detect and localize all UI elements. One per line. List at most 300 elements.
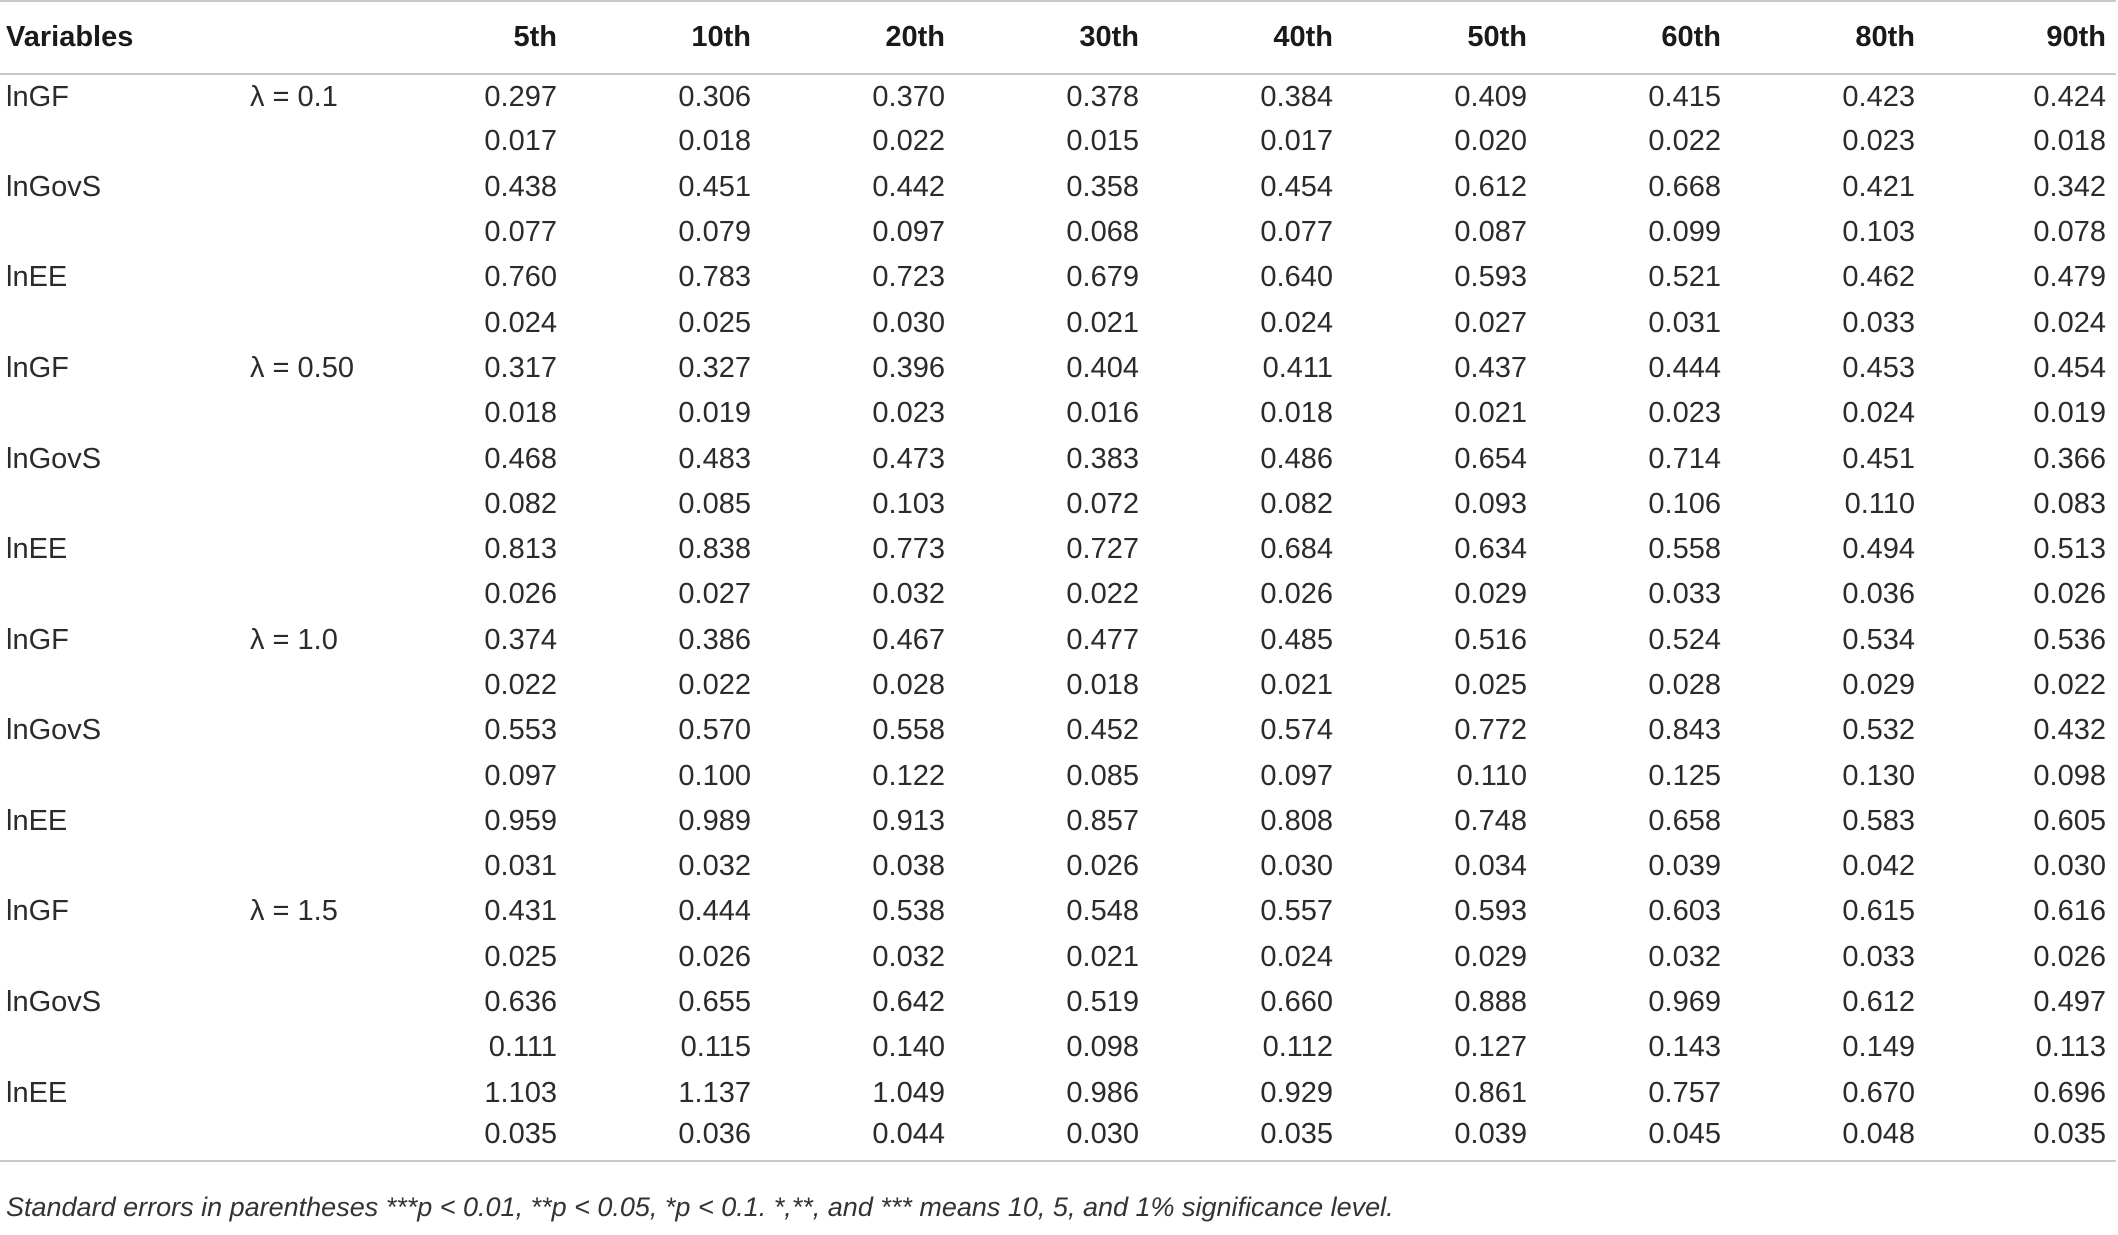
value-cell: 0.039 xyxy=(1648,850,1721,883)
value-cell: 0.838 xyxy=(678,533,751,566)
value-cell: 0.024 xyxy=(2033,306,2106,339)
value-cell: 0.640 xyxy=(1260,261,1333,294)
value-cell: 0.615 xyxy=(1842,895,1915,928)
table-row xyxy=(0,844,2116,889)
value-cell: 0.861 xyxy=(1454,1076,1527,1109)
lambda-cell xyxy=(250,210,457,255)
value-cell: 0.558 xyxy=(872,714,945,747)
value-cell: 0.888 xyxy=(1454,986,1527,1019)
lambda-cell xyxy=(250,119,457,164)
value-cell: 0.473 xyxy=(872,442,945,475)
value-cell: 0.026 xyxy=(1260,578,1333,611)
value-cell: 0.396 xyxy=(872,351,945,384)
value-cell: 0.378 xyxy=(1066,80,1139,113)
value-cell: 0.660 xyxy=(1260,986,1333,1019)
value-cell: 0.684 xyxy=(1260,533,1333,566)
value-cell: 0.772 xyxy=(1454,714,1527,747)
value-cell: 0.297 xyxy=(484,80,557,113)
value-cell: 0.022 xyxy=(2033,669,2106,701)
value-cell: 0.444 xyxy=(678,895,751,928)
value-cell: 0.023 xyxy=(1842,125,1915,158)
value-cell: 0.029 xyxy=(1842,669,1915,701)
lambda-cell xyxy=(250,1071,457,1116)
value-cell: 0.714 xyxy=(1648,442,1721,475)
value-cell: 0.521 xyxy=(1648,261,1721,294)
value-cell: 0.370 xyxy=(872,80,945,113)
value-cell: 0.548 xyxy=(1066,895,1139,928)
value-cell: 0.025 xyxy=(678,306,751,339)
table-row xyxy=(0,436,2116,481)
value-cell: 0.384 xyxy=(1260,80,1333,113)
lambda-cell xyxy=(250,708,457,753)
value-cell: 0.019 xyxy=(678,397,751,430)
lambda-cell xyxy=(250,935,457,980)
value-cell: 0.099 xyxy=(1648,216,1721,249)
value-cell: 0.612 xyxy=(1454,170,1527,203)
value-cell: 0.039 xyxy=(1343,1116,1537,1161)
value-cell: 0.087 xyxy=(1454,216,1527,249)
table-row xyxy=(0,300,2116,345)
value-cell: 0.019 xyxy=(2033,397,2106,430)
value-cell: 0.031 xyxy=(1648,306,1721,339)
value-cell: 0.532 xyxy=(1842,714,1915,747)
value-cell: 0.024 xyxy=(1260,306,1333,339)
value-cell: 0.451 xyxy=(678,170,751,203)
variable-cell xyxy=(0,482,250,527)
lambda-cell xyxy=(250,527,457,572)
table-row xyxy=(0,1071,2116,1116)
value-cell: 0.723 xyxy=(872,261,945,294)
value-cell: 0.438 xyxy=(484,170,557,203)
value-cell: 0.986 xyxy=(1066,1076,1139,1109)
table-row xyxy=(0,346,2116,391)
variable-cell xyxy=(0,572,250,617)
value-cell: 0.444 xyxy=(1648,351,1721,384)
variable-cell: lnGF xyxy=(6,623,69,656)
value-cell: 0.497 xyxy=(2033,986,2106,1019)
value-cell: 0.024 xyxy=(484,306,557,339)
value-cell: 0.483 xyxy=(678,442,751,475)
value-cell: 0.097 xyxy=(872,216,945,249)
value-cell: 0.085 xyxy=(678,487,751,520)
value-cell: 0.366 xyxy=(2033,442,2106,475)
column-header-quantile: 40th xyxy=(1149,1,1343,74)
value-cell: 0.083 xyxy=(2033,487,2106,520)
value-cell: 0.033 xyxy=(1842,306,1915,339)
value-cell: 0.358 xyxy=(1066,170,1139,203)
value-cell: 0.140 xyxy=(872,1031,945,1064)
lambda-cell xyxy=(250,436,457,481)
lambda-cell xyxy=(250,799,457,844)
value-cell: 0.519 xyxy=(1066,986,1139,1019)
lambda-cell xyxy=(250,255,457,300)
value-cell: 0.524 xyxy=(1648,623,1721,656)
variable-cell: lnGF xyxy=(6,895,69,928)
table-row xyxy=(0,799,2116,844)
value-cell: 0.021 xyxy=(1066,306,1139,339)
value-cell: 0.929 xyxy=(1260,1076,1333,1109)
value-cell: 0.605 xyxy=(2033,804,2106,837)
lambda-cell xyxy=(250,572,457,617)
value-cell: 0.034 xyxy=(1454,850,1527,883)
variable-cell: lnGF xyxy=(6,80,69,113)
table-row xyxy=(0,255,2116,300)
value-cell: 0.032 xyxy=(1648,940,1721,973)
value-cell: 0.068 xyxy=(1066,216,1139,249)
variable-cell xyxy=(0,844,250,889)
value-cell: 0.306 xyxy=(678,80,751,113)
value-cell: 0.032 xyxy=(678,850,751,883)
value-cell: 0.022 xyxy=(872,125,945,158)
variable-cell xyxy=(0,1116,250,1161)
value-cell: 0.020 xyxy=(1454,125,1527,158)
variable-cell xyxy=(0,119,250,164)
value-cell: 0.093 xyxy=(1454,487,1527,520)
value-cell: 0.593 xyxy=(1454,895,1527,928)
value-cell: 0.026 xyxy=(2033,578,2106,611)
value-cell: 0.125 xyxy=(1648,759,1721,792)
value-cell: 0.553 xyxy=(484,714,557,747)
table-row xyxy=(0,391,2116,436)
value-cell: 0.028 xyxy=(872,669,945,701)
value-cell: 1.137 xyxy=(678,1076,751,1109)
header-row xyxy=(0,1,2116,74)
value-cell: 0.024 xyxy=(1260,940,1333,973)
value-cell: 0.023 xyxy=(872,397,945,430)
table-row xyxy=(0,618,2116,663)
variable-cell: lnGovS xyxy=(6,170,102,203)
value-cell: 0.583 xyxy=(1842,804,1915,837)
value-cell: 0.516 xyxy=(1454,623,1527,656)
value-cell: 0.018 xyxy=(2033,125,2106,158)
lambda-cell xyxy=(250,300,457,345)
value-cell: 0.026 xyxy=(484,578,557,611)
column-header-quantile: 90th xyxy=(1925,1,2116,74)
value-cell: 0.658 xyxy=(1648,804,1721,837)
value-cell: 0.479 xyxy=(2033,261,2106,294)
value-cell: 0.097 xyxy=(484,759,557,792)
value-cell: 0.477 xyxy=(1066,623,1139,656)
lambda-cell xyxy=(250,844,457,889)
value-cell: 0.959 xyxy=(484,804,557,837)
value-cell: 0.113 xyxy=(2035,1031,2106,1064)
value-cell: 0.616 xyxy=(2033,895,2106,928)
value-cell: 0.082 xyxy=(484,487,557,520)
value-cell: 0.029 xyxy=(1454,940,1527,973)
value-cell: 0.423 xyxy=(1842,80,1915,113)
value-cell: 0.021 xyxy=(1260,669,1333,701)
table-row xyxy=(0,980,2116,1025)
value-cell: 0.486 xyxy=(1260,442,1333,475)
value-cell: 0.757 xyxy=(1648,1076,1721,1109)
value-cell: 0.452 xyxy=(1066,714,1139,747)
variable-cell xyxy=(0,663,250,708)
value-cell: 0.044 xyxy=(761,1116,955,1161)
value-cell: 0.027 xyxy=(678,578,751,611)
table-row xyxy=(0,74,2116,119)
value-cell: 0.082 xyxy=(1260,487,1333,520)
value-cell: 0.727 xyxy=(1066,533,1139,566)
value-cell: 0.018 xyxy=(678,125,751,158)
value-cell: 1.103 xyxy=(484,1076,557,1109)
value-cell: 0.813 xyxy=(484,533,557,566)
value-cell: 0.079 xyxy=(678,216,751,249)
value-cell: 0.467 xyxy=(872,623,945,656)
value-cell: 0.017 xyxy=(1260,125,1333,158)
value-cell: 0.023 xyxy=(1648,397,1721,430)
value-cell: 0.760 xyxy=(484,261,557,294)
variable-cell xyxy=(0,753,250,798)
value-cell: 0.027 xyxy=(1454,306,1527,339)
value-cell: 0.317 xyxy=(484,351,557,384)
value-cell: 0.857 xyxy=(1066,804,1139,837)
value-cell: 0.453 xyxy=(1842,351,1915,384)
value-cell: 0.468 xyxy=(484,442,557,475)
value-cell: 0.030 xyxy=(1260,850,1333,883)
value-cell: 0.015 xyxy=(1066,125,1139,158)
value-cell: 0.032 xyxy=(872,578,945,611)
value-cell: 0.538 xyxy=(872,895,945,928)
value-cell: 0.383 xyxy=(1066,442,1139,475)
value-cell: 0.110 xyxy=(1844,487,1915,520)
value-cell: 0.110 xyxy=(1456,759,1527,792)
value-cell: 0.103 xyxy=(872,487,945,520)
value-cell: 0.679 xyxy=(1066,261,1139,294)
lambda-cell xyxy=(250,165,457,210)
variable-cell xyxy=(0,391,250,436)
value-cell: 0.668 xyxy=(1648,170,1721,203)
value-cell: 0.031 xyxy=(484,850,557,883)
value-cell: 0.437 xyxy=(1454,351,1527,384)
value-cell: 0.421 xyxy=(1842,170,1915,203)
variable-cell xyxy=(0,300,250,345)
column-header-quantile: 60th xyxy=(1537,1,1731,74)
lambda-cell xyxy=(250,482,457,527)
value-cell: 0.130 xyxy=(1842,759,1915,792)
value-cell: 0.454 xyxy=(1260,170,1333,203)
column-header-quantile: 10th xyxy=(567,1,761,74)
value-cell: 0.570 xyxy=(678,714,751,747)
value-cell: 0.030 xyxy=(2033,850,2106,883)
value-cell: 0.085 xyxy=(1066,759,1139,792)
value-cell: 0.442 xyxy=(872,170,945,203)
table-row xyxy=(0,527,2116,572)
value-cell: 0.035 xyxy=(1149,1116,1343,1161)
value-cell: 0.033 xyxy=(1648,578,1721,611)
value-cell: 0.404 xyxy=(1066,351,1139,384)
value-cell: 0.022 xyxy=(1648,125,1721,158)
table-row xyxy=(0,119,2116,164)
value-cell: 0.030 xyxy=(872,306,945,339)
lambda-cell xyxy=(250,980,457,1025)
column-header-lambda xyxy=(250,1,457,74)
value-cell: 0.097 xyxy=(1260,759,1333,792)
table-row xyxy=(0,482,2116,527)
value-cell: 0.026 xyxy=(678,940,751,973)
value-cell: 0.017 xyxy=(484,125,557,158)
value-cell: 0.098 xyxy=(2033,759,2106,792)
column-header-variables: Variables xyxy=(0,1,250,74)
value-cell: 0.342 xyxy=(2033,170,2106,203)
table-row xyxy=(0,1116,2116,1161)
value-cell: 0.431 xyxy=(484,895,557,928)
table-row xyxy=(0,708,2116,753)
value-cell: 0.558 xyxy=(1648,533,1721,566)
variable-cell xyxy=(0,1025,250,1070)
value-cell: 0.048 xyxy=(1731,1116,1925,1161)
value-cell: 0.143 xyxy=(1648,1031,1721,1064)
value-cell: 0.077 xyxy=(484,216,557,249)
value-cell: 0.642 xyxy=(872,986,945,1019)
table-row xyxy=(0,889,2116,934)
column-header-quantile: 5th xyxy=(457,1,567,74)
value-cell: 0.098 xyxy=(1066,1031,1139,1064)
value-cell: 0.536 xyxy=(2033,623,2106,656)
value-cell: 0.016 xyxy=(1066,397,1139,430)
value-cell: 0.462 xyxy=(1842,261,1915,294)
value-cell: 0.411 xyxy=(1262,351,1333,384)
value-cell: 0.028 xyxy=(1648,669,1721,701)
value-cell: 0.454 xyxy=(2033,351,2106,384)
value-cell: 0.557 xyxy=(1260,895,1333,928)
value-cell: 0.022 xyxy=(1066,578,1139,611)
value-cell: 0.386 xyxy=(678,623,751,656)
value-cell: 0.969 xyxy=(1648,986,1721,1019)
value-cell: 0.513 xyxy=(2033,533,2106,566)
value-cell: 0.029 xyxy=(1454,578,1527,611)
variable-cell: lnGovS xyxy=(6,714,102,747)
value-cell: 0.035 xyxy=(457,1116,567,1161)
value-cell: 0.036 xyxy=(567,1116,761,1161)
value-cell: 0.127 xyxy=(1454,1031,1527,1064)
lambda-cell: λ = 1.5 xyxy=(250,895,338,928)
variable-cell xyxy=(0,935,250,980)
table-row xyxy=(0,210,2116,255)
table-body xyxy=(0,74,2116,1161)
value-cell: 0.021 xyxy=(1454,397,1527,430)
value-cell: 0.603 xyxy=(1648,895,1721,928)
value-cell: 0.035 xyxy=(1925,1116,2116,1161)
value-cell: 0.748 xyxy=(1454,804,1527,837)
value-cell: 0.432 xyxy=(2033,714,2106,747)
value-cell: 0.424 xyxy=(2033,80,2106,113)
column-header-quantile: 50th xyxy=(1343,1,1537,74)
value-cell: 0.485 xyxy=(1260,623,1333,656)
value-cell: 0.022 xyxy=(678,669,751,701)
value-cell: 0.451 xyxy=(1842,442,1915,475)
value-cell: 0.773 xyxy=(872,533,945,566)
table-row xyxy=(0,935,2116,980)
value-cell: 0.593 xyxy=(1454,261,1527,294)
variable-cell: lnGovS xyxy=(6,442,102,475)
lambda-cell xyxy=(250,663,457,708)
variable-cell xyxy=(0,210,250,255)
table-row xyxy=(0,165,2116,210)
variable-cell: lnGF xyxy=(6,351,69,384)
value-cell: 0.018 xyxy=(1066,669,1139,701)
variable-cell: lnEE xyxy=(6,533,68,566)
value-cell: 0.415 xyxy=(1648,80,1721,113)
value-cell: 0.022 xyxy=(484,669,557,701)
value-cell: 0.100 xyxy=(678,759,751,792)
column-header-quantile: 80th xyxy=(1731,1,1925,74)
value-cell: 0.077 xyxy=(1260,216,1333,249)
value-cell: 0.024 xyxy=(1842,397,1915,430)
value-cell: 0.025 xyxy=(484,940,557,973)
variable-cell: lnEE xyxy=(6,1076,68,1109)
value-cell: 0.038 xyxy=(872,850,945,883)
value-cell: 0.036 xyxy=(1842,578,1915,611)
value-cell: 0.111 xyxy=(488,1031,557,1064)
table-row xyxy=(0,1025,2116,1070)
value-cell: 0.042 xyxy=(1842,850,1915,883)
value-cell: 0.112 xyxy=(1262,1031,1333,1064)
value-cell: 0.122 xyxy=(872,759,945,792)
value-cell: 0.843 xyxy=(1648,714,1721,747)
value-cell: 0.783 xyxy=(678,261,751,294)
lambda-cell: λ = 1.0 xyxy=(250,623,338,656)
value-cell: 0.106 xyxy=(1648,487,1721,520)
variable-cell: lnEE xyxy=(6,261,68,294)
lambda-cell xyxy=(250,1025,457,1070)
lambda-cell: λ = 0.1 xyxy=(250,80,338,113)
lambda-cell: λ = 0.50 xyxy=(250,351,354,384)
value-cell: 0.025 xyxy=(1454,669,1527,701)
value-cell: 0.115 xyxy=(680,1031,751,1064)
value-cell: 0.670 xyxy=(1842,1076,1915,1109)
value-cell: 0.634 xyxy=(1454,533,1527,566)
value-cell: 0.636 xyxy=(484,986,557,1019)
variable-cell: lnEE xyxy=(6,804,68,837)
value-cell: 0.696 xyxy=(2033,1076,2106,1109)
value-cell: 0.534 xyxy=(1842,623,1915,656)
table-row xyxy=(0,753,2116,798)
value-cell: 0.913 xyxy=(872,804,945,837)
value-cell: 0.612 xyxy=(1842,986,1915,1019)
value-cell: 0.018 xyxy=(484,397,557,430)
value-cell: 0.026 xyxy=(1066,850,1139,883)
value-cell: 0.021 xyxy=(1066,940,1139,973)
value-cell: 0.494 xyxy=(1842,533,1915,566)
lambda-cell xyxy=(250,753,457,798)
table-row xyxy=(0,572,2116,617)
value-cell: 0.026 xyxy=(2033,940,2106,973)
lambda-cell xyxy=(250,391,457,436)
value-cell: 0.149 xyxy=(1842,1031,1915,1064)
value-cell: 0.072 xyxy=(1066,487,1139,520)
value-cell: 1.049 xyxy=(872,1076,945,1109)
value-cell: 0.808 xyxy=(1260,804,1333,837)
lambda-cell xyxy=(250,1116,457,1161)
table-row xyxy=(0,663,2116,708)
column-header-quantile: 30th xyxy=(955,1,1149,74)
value-cell: 0.030 xyxy=(955,1116,1149,1161)
value-cell: 0.103 xyxy=(1842,216,1915,249)
value-cell: 0.032 xyxy=(872,940,945,973)
table-footnote: Standard errors in parentheses ***p < 0.01, **p < 0.05, *p < 0.1. *,**, and *** means 10, 5, and 1% significance level. xyxy=(6,1192,1394,1222)
value-cell: 0.078 xyxy=(2033,216,2106,249)
value-cell: 0.374 xyxy=(484,623,557,656)
value-cell: 0.033 xyxy=(1842,940,1915,973)
value-cell: 0.574 xyxy=(1260,714,1333,747)
column-header-quantile: 20th xyxy=(761,1,955,74)
value-cell: 0.654 xyxy=(1454,442,1527,475)
value-cell: 0.409 xyxy=(1454,80,1527,113)
variable-cell: lnGovS xyxy=(6,986,102,1019)
value-cell: 0.655 xyxy=(678,986,751,1019)
value-cell: 0.989 xyxy=(678,804,751,837)
value-cell: 0.327 xyxy=(678,351,751,384)
